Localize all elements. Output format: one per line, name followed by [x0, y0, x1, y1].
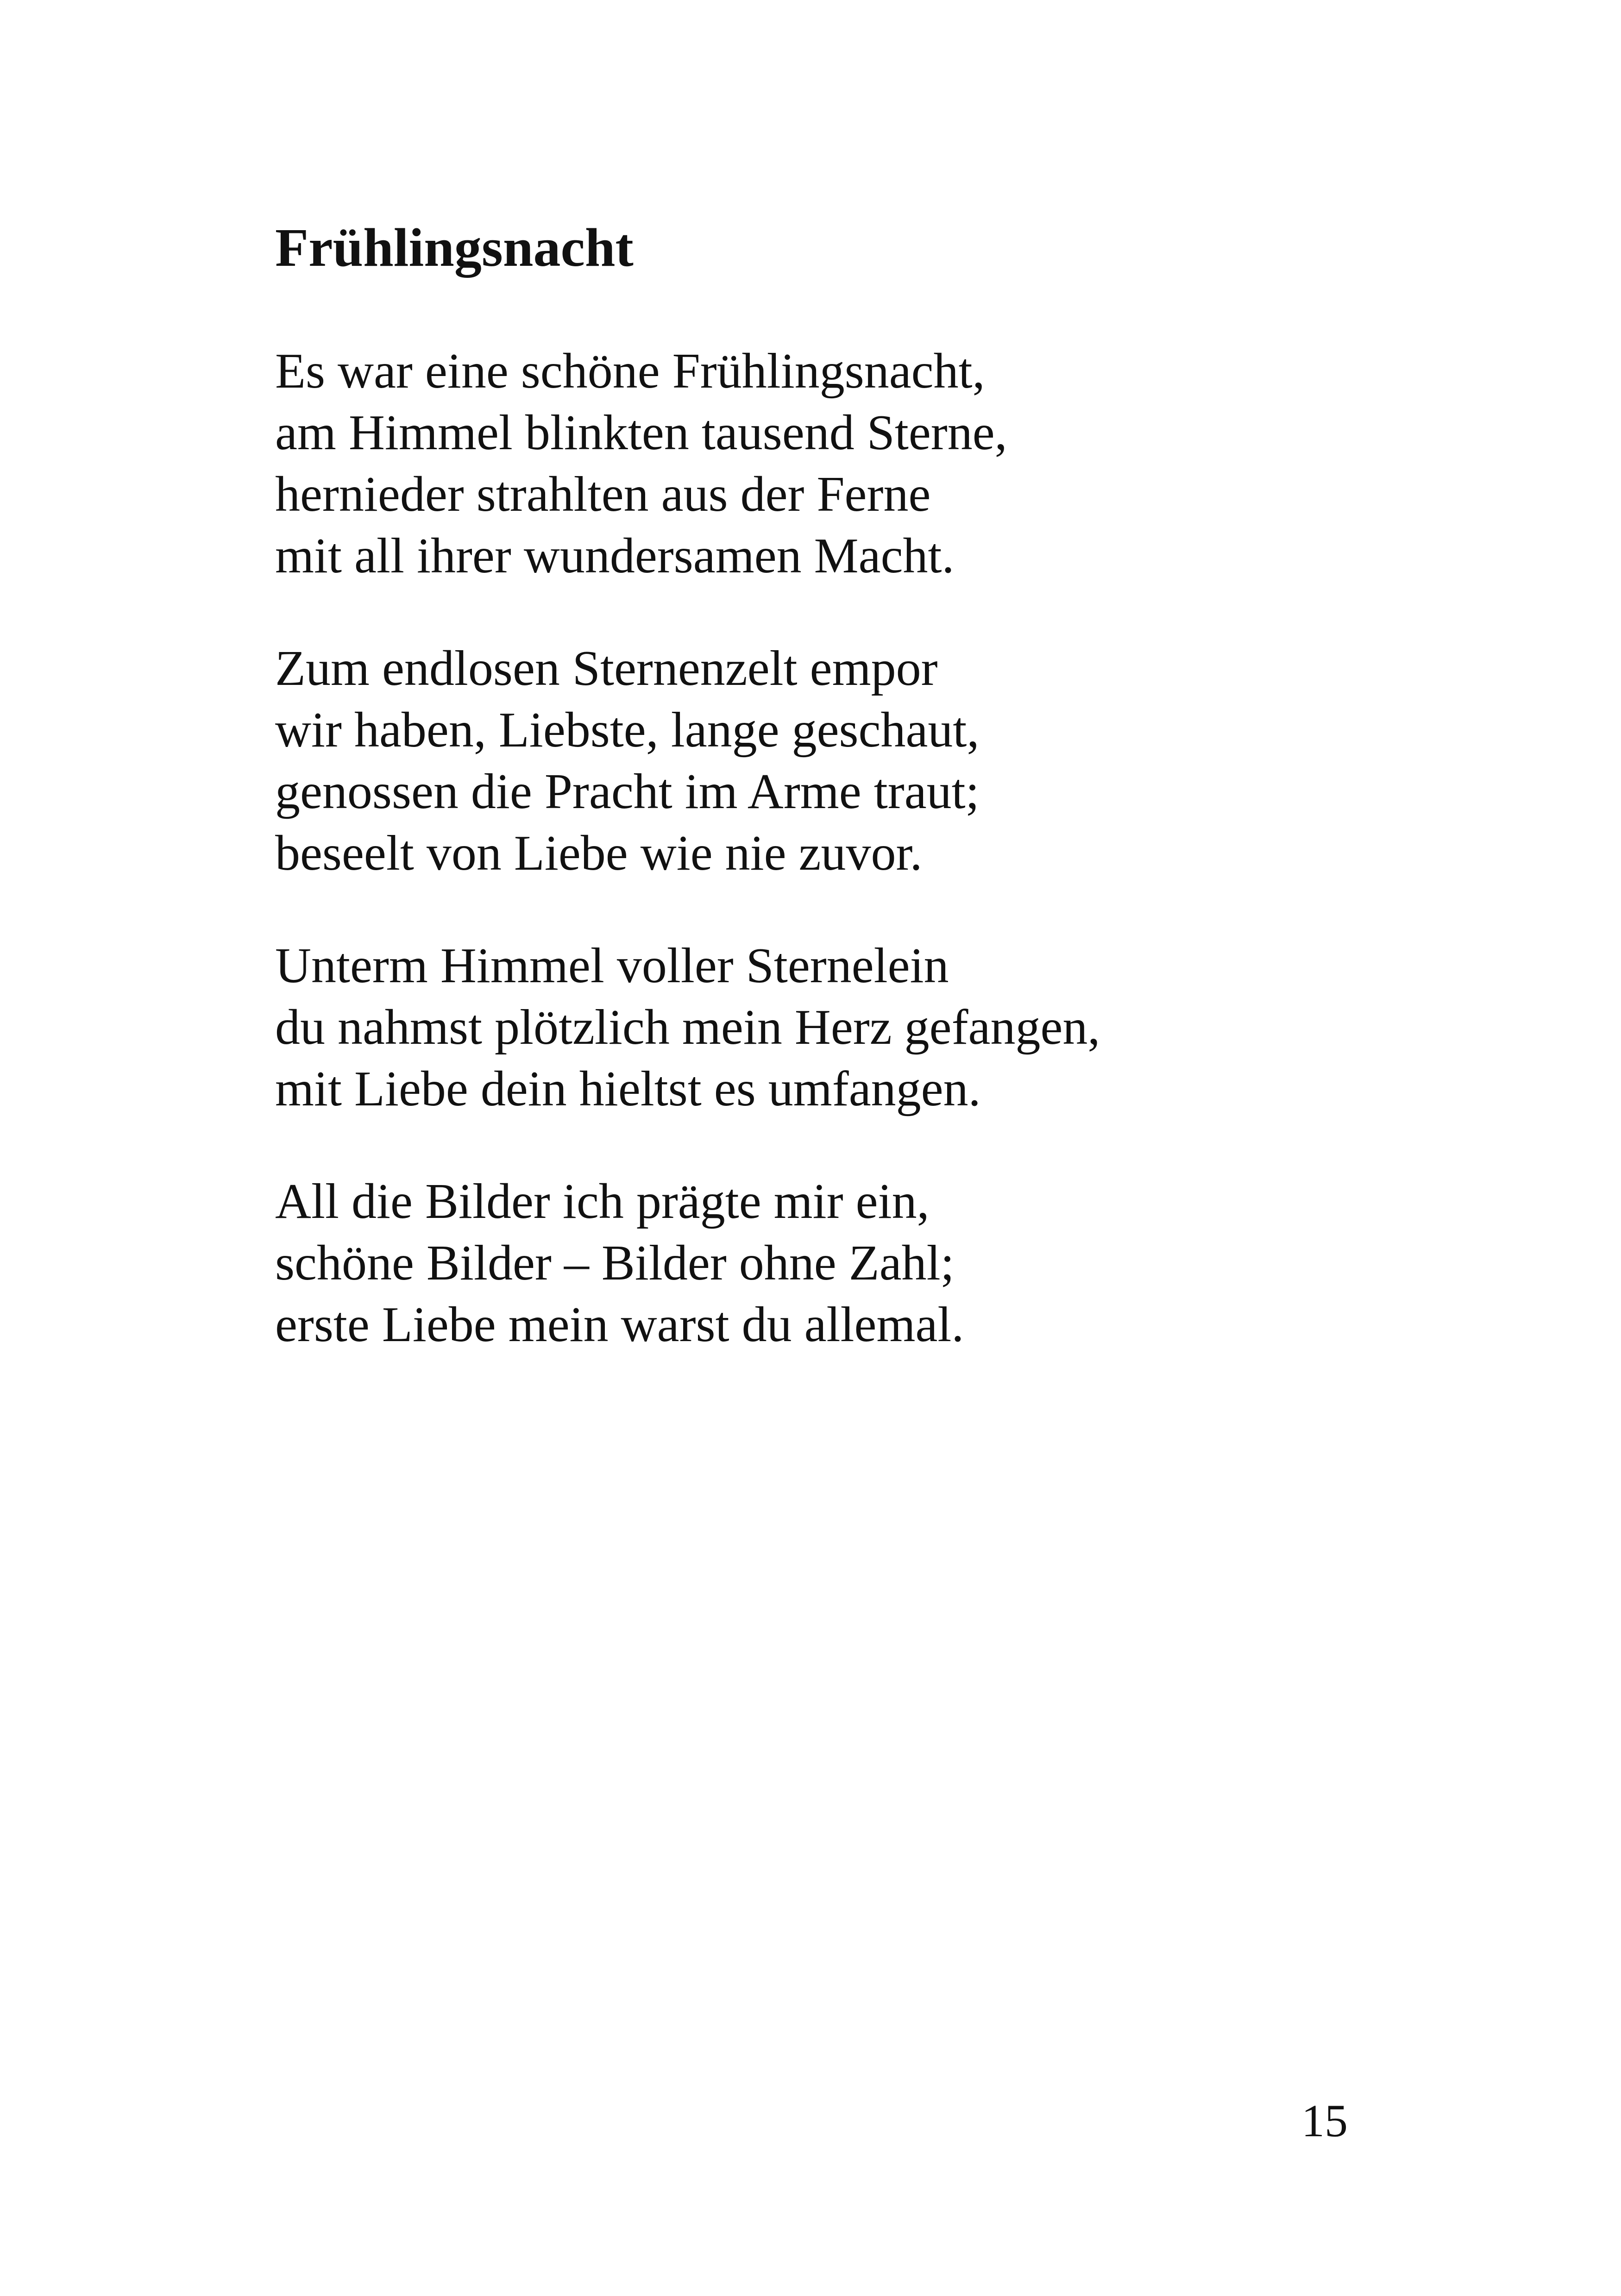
poem-line: erste Liebe mein warst du allemal. — [275, 1297, 964, 1352]
stanza-1 — [275, 340, 1387, 587]
poem-line: am Himmel blinkten tausend Sterne, — [275, 405, 1007, 460]
page-number: 15 — [1301, 2095, 1348, 2146]
poem-line: All die Bilder ich prägte mir ein, — [275, 1174, 930, 1229]
poem-line: mit all ihrer wundersamen Macht. — [275, 528, 955, 583]
poem-line: Zum endlosen Sternenzelt empor — [275, 641, 938, 696]
poem-line: genossen die Pracht im Arme traut; — [275, 764, 980, 819]
poem-line: du nahmst plötzlich mein Herz gefangen, — [275, 1000, 1100, 1055]
poem-line: beseelt von Liebe wie nie zuvor. — [275, 826, 923, 881]
poem-line: Unterm Himmel voller Sternelein — [275, 938, 949, 993]
poem-line: hernieder strahlten aus der Ferne — [275, 467, 931, 522]
poem-line: mit Liebe dein hieltst es umfangen. — [275, 1061, 981, 1117]
stanza-4 — [275, 1171, 1387, 1355]
poem-line: schöne Bilder – Bilder ohne Zahl; — [275, 1236, 955, 1291]
poem-line: wir haben, Liebste, lange geschaut, — [275, 703, 980, 758]
poem-line: Es war eine schöne Frühlingsnacht, — [275, 344, 985, 399]
poem-title: Frühlingsnacht — [275, 217, 634, 278]
poem-body — [275, 340, 1387, 1406]
stanza-3 — [275, 935, 1387, 1120]
stanza-2 — [275, 638, 1387, 884]
